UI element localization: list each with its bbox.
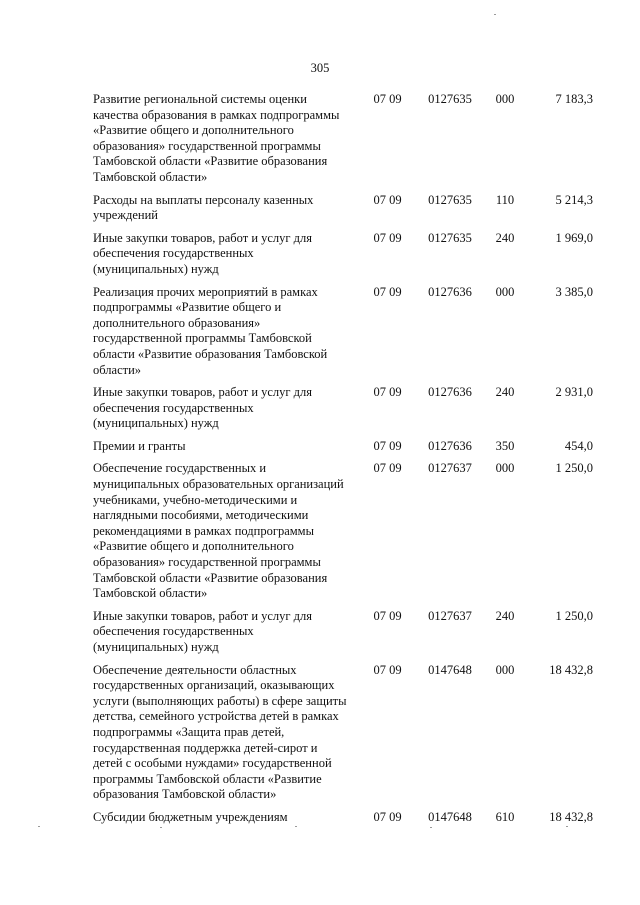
row-expense-type: 240 — [495, 385, 515, 400]
table-row — [93, 385, 593, 439]
row-name: Обеспечение государственных и муниципальных образовательных организаций учебниками, учебно-методическими и наглядными пособиями, методическими рекомендациями в рамках подпрограммы «Развитие общего и дополнительного образования» государственной программы Тамбовской области «Развитие образования Тамбовской области» — [93, 461, 344, 601]
budget-table-body — [93, 92, 593, 833]
row-name: Иные закупки товаров, работ и услуг для обеспечения государственных (муниципальных) нужд — [93, 608, 313, 654]
row-name: Расходы на выплаты персоналу казенных учреждений — [93, 192, 314, 223]
row-section-code: 07 09 — [373, 385, 402, 400]
row-section-code: 07 09 — [373, 192, 402, 207]
row-expense-type: 240 — [495, 608, 515, 623]
table-row — [93, 609, 593, 663]
row-expense-type: 110 — [495, 192, 515, 207]
row-target-code: 0127635 — [428, 192, 472, 207]
row-target-code: 0127637 — [428, 461, 472, 476]
row-sum: 7 183,3 — [555, 92, 593, 106]
scan-speck — [494, 14, 496, 15]
row-expense-type: 000 — [495, 461, 515, 476]
scan-speck — [38, 826, 40, 827]
table-row — [93, 461, 593, 608]
row-target-code: 0147648 — [428, 662, 472, 677]
scan-speck — [160, 827, 162, 828]
row-name: Развитие региональной системы оценки качества образования в рамках подпрограммы «Развитие общего и дополнительного образования» государственной программы Тамбовской области «Развитие образования Тамбовской области» — [93, 92, 340, 184]
row-target-code: 0127635 — [428, 230, 472, 245]
row-section-code: 07 09 — [373, 461, 402, 476]
row-expense-type: 000 — [495, 662, 515, 677]
budget-table — [93, 92, 593, 833]
table-row — [93, 810, 593, 833]
row-name: Премии и гранты — [93, 438, 186, 453]
scan-speck — [295, 826, 297, 827]
table-row — [93, 439, 593, 462]
scan-speck — [430, 827, 432, 828]
table-row — [93, 285, 593, 386]
row-expense-type: 610 — [495, 809, 515, 824]
row-sum: 2 931,0 — [555, 385, 593, 400]
row-section-code: 07 09 — [373, 809, 402, 824]
row-section-code: 07 09 — [373, 608, 402, 623]
row-name: Субсидии бюджетным учреждениям — [93, 809, 288, 824]
scan-speck — [566, 826, 568, 827]
table-row — [93, 193, 593, 231]
row-expense-type: 000 — [495, 92, 515, 106]
row-name: Иные закупки товаров, работ и услуг для обеспечения государственных (муниципальных) нужд — [93, 385, 313, 431]
row-target-code: 0127635 — [428, 92, 472, 106]
page-number: 305 — [310, 61, 330, 75]
row-sum: 1 250,0 — [555, 608, 593, 623]
row-expense-type: 240 — [495, 230, 515, 245]
row-section-code: 07 09 — [373, 92, 402, 106]
row-section-code: 07 09 — [373, 662, 402, 677]
row-target-code: 0127636 — [428, 284, 472, 299]
row-target-code: 0127636 — [428, 438, 472, 453]
row-sum: 1 250,0 — [555, 461, 593, 476]
row-section-code: 07 09 — [373, 284, 402, 299]
row-name: Обеспечение деятельности областных государственных организаций, оказывающих услуги (выполняющих работы) в сфере защиты детства, семейного устройства детей в рамках подпрограммы «Защита прав детей, государственная поддержка детей-сирот и детей с особыми нуждами» государственной программы Тамбовской области «Развитие образования Тамбовской области» — [93, 662, 347, 802]
row-sum: 454,0 — [564, 438, 593, 453]
row-sum: 3 385,0 — [555, 284, 593, 299]
row-name: Иные закупки товаров, работ и услуг для обеспечения государственных (муниципальных) нужд — [93, 230, 313, 276]
table-row — [93, 231, 593, 285]
table-row — [93, 92, 593, 193]
row-section-code: 07 09 — [373, 230, 402, 245]
row-target-code: 0147648 — [428, 809, 472, 824]
row-sum: 5 214,3 — [555, 192, 593, 207]
row-expense-type: 350 — [495, 438, 515, 453]
row-target-code: 0127637 — [428, 608, 472, 623]
row-expense-type: 000 — [495, 284, 515, 299]
row-sum: 1 969,0 — [555, 230, 593, 245]
table-row — [93, 663, 593, 810]
row-sum: 18 432,8 — [549, 662, 593, 677]
row-target-code: 0127636 — [428, 385, 472, 400]
row-sum: 18 432,8 — [549, 809, 593, 824]
row-section-code: 07 09 — [373, 438, 402, 453]
row-name: Реализация прочих мероприятий в рамках подпрограммы «Развитие общего и дополнительного образования» государственной программы Тамбовской области «Развитие образования Тамбовской области» — [93, 284, 328, 377]
